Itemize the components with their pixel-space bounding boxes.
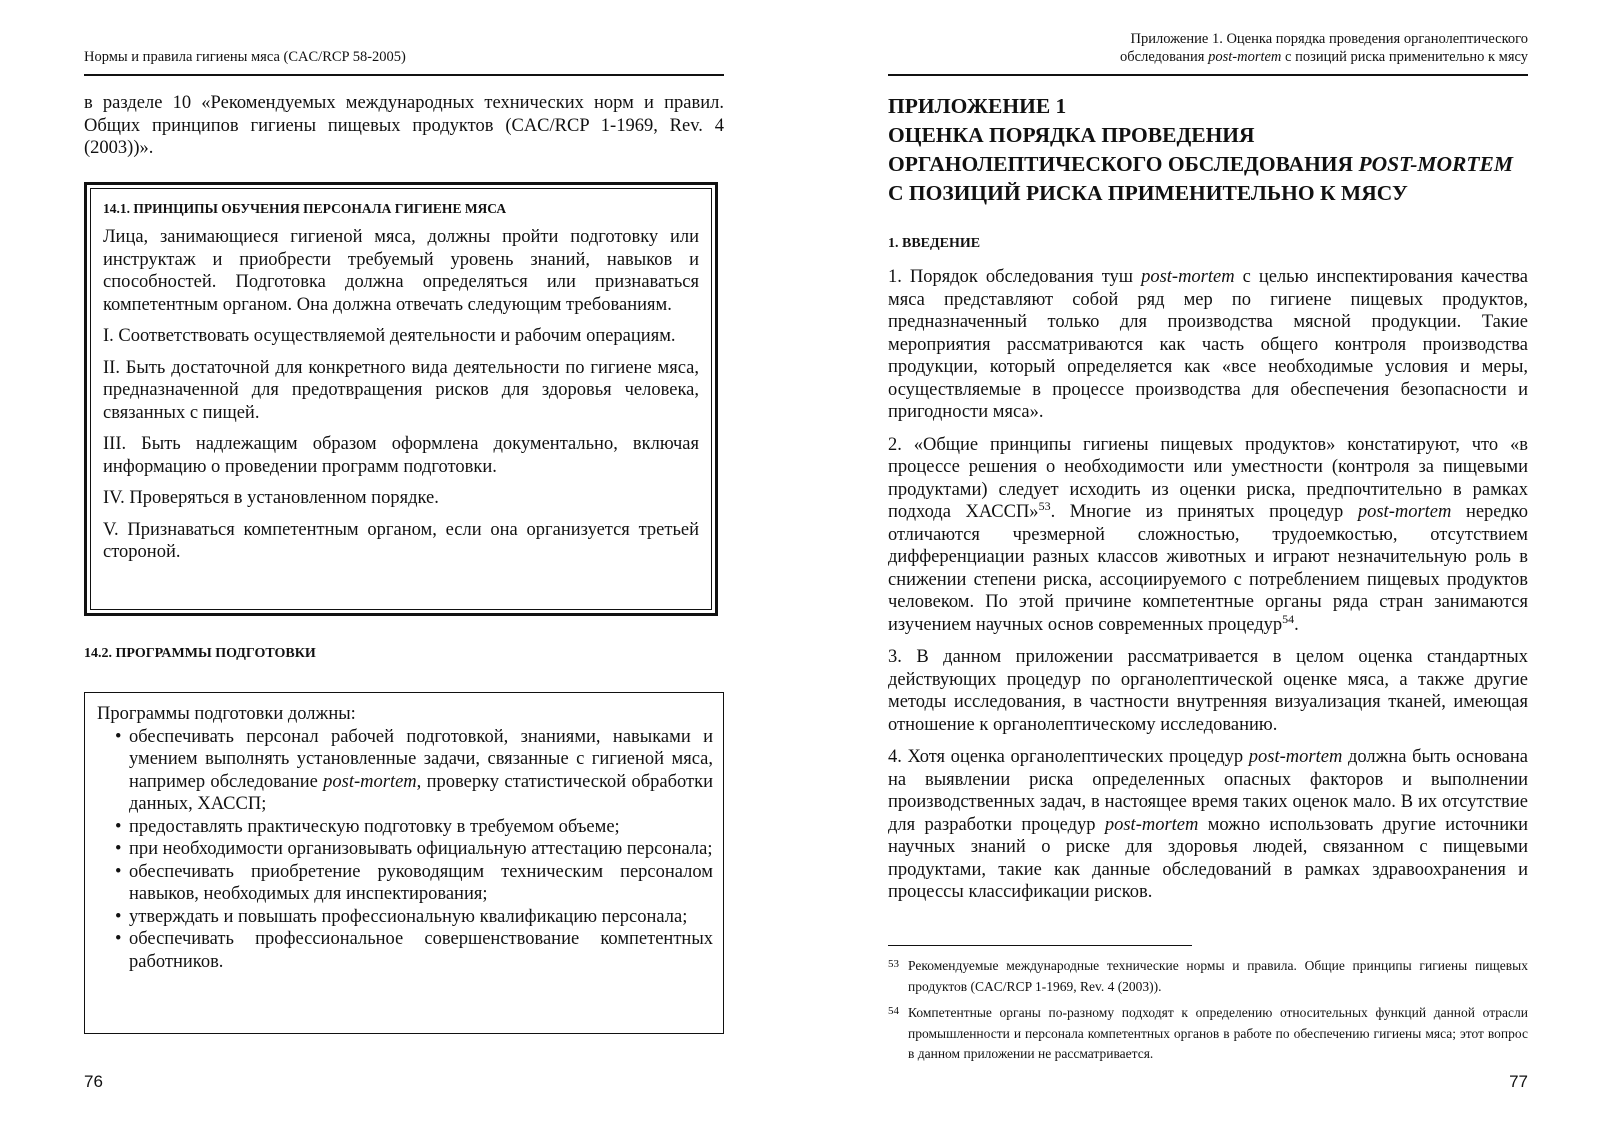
- introduction-body: [888, 266, 1528, 914]
- list-item: • предоставлять практическую подготовку в требуемом объеме;: [115, 816, 713, 839]
- header-rule-right: [888, 74, 1528, 76]
- paragraph: V. Признаваться компетентным органом, если она организуется третьей стороной.: [103, 519, 699, 562]
- paragraph: III. Быть надлежащим образом оформлена документально, включая информацию о проведении программ подготовки.: [103, 434, 699, 477]
- intro-paragraph-text: в разделе 10 «Рекомендуемых международных технических норм и правил. Общих принципов гигиены пищевых продуктов (CAC/RCP 1-1969, Rev. 4 (2003))».: [84, 93, 724, 158]
- paragraph: II. Быть достаточной для конкретного вида деятельности по гигиене мяса, предназначенной для предотвращения рисков для здоровья человека, связанных с пищей.: [103, 357, 699, 423]
- running-head-line-2: обследования post-mortem с позиций риска применительно к мясу: [1120, 49, 1528, 65]
- left-page: [84, 0, 724, 1132]
- paragraph: I. Соответствовать осуществляемой деятельности и рабочим операциям.: [103, 326, 676, 346]
- section-14-2-heading: 14.2. ПРОГРАММЫ ПОДГОТОВКИ: [84, 646, 316, 661]
- header-rule-left: [84, 74, 724, 76]
- section-14-1-box: [84, 182, 718, 616]
- list-item: • при необходимости организовывать официальную аттестацию персонала;: [115, 838, 713, 861]
- section-1-heading: 1. ВВЕДЕНИЕ: [888, 236, 981, 251]
- title-line: С ПОЗИЦИЙ РИСКА ПРИМЕНИТЕЛЬНО К МЯСУ: [888, 181, 1408, 205]
- page-number-left: 76: [84, 1072, 103, 1091]
- page-number-right: 77: [1509, 1072, 1528, 1091]
- footnote-53: [888, 956, 1528, 997]
- footnote-54: [888, 1003, 1528, 1065]
- paragraph-2: 2. «Общие принципы гигиены пищевых продуктов» констатируют, что «в процессе решения о необходимости или уместности (контроля за пищевыми продуктами) следует исходить из оценки риска, предпочтительно в рамках подхода ХАССП»$^{53}$. Многие из принятых процедур post-mortem нередко отличаются чрезмерной сложностью, трудоемкостью, отсутствием дифференциации разных классов животных и играют незначительную роль в снижении степени риска, ассоциируемого с потреблением пищевых продуктов человеком. По этой причине компетентные органы ряда стран занимаются изучением научных основ современных процедур$^{54}$.: [888, 434, 1528, 635]
- paragraph: IV. Проверяться в установленном порядке.: [103, 488, 439, 508]
- list-item: • обеспечивать персонал рабочей подготовкой, знаниями, навыками и умением выполнять установленные задачи, связанные с гигиеной мяса, например обследование post-mortem, проверку статистической обработки данных, ХАССП;: [115, 726, 713, 816]
- right-page: [888, 0, 1528, 1132]
- footnote-rule: [888, 945, 1192, 946]
- list-item: • утверждать и повышать профессиональную квалификацию персонала;: [115, 906, 713, 929]
- title-line: ОЦЕНКА ПОРЯДКА ПРОВЕДЕНИЯ: [888, 123, 1255, 147]
- footnote-ref-53[interactable]: 53: [1038, 498, 1051, 513]
- paragraph-3: 3. В данном приложении рассматривается в целом оценка стандартных действующих процедур по органолептической оценке мяса, а также другие методы исследования, в частности внутренняя визуализация тканей, имеющая отношение к органолептическому исследованию.: [888, 647, 1528, 735]
- footnote-number: 53: [888, 958, 899, 970]
- footnote-ref-54[interactable]: 54: [1282, 611, 1295, 626]
- section-14-1-inner: [90, 188, 712, 610]
- section-14-1-body: [103, 226, 699, 564]
- list-intro: Программы подготовки должны:: [97, 704, 356, 724]
- training-requirements-list: [97, 726, 713, 974]
- footnotes: [888, 956, 1528, 1071]
- list-item: • обеспечивать профессиональное совершенствование компетентных работников.: [115, 928, 713, 973]
- running-head-left: Нормы и правила гигиены мяса (CAC/RCP 58-2005): [84, 49, 406, 65]
- appendix-title: [888, 92, 1528, 208]
- running-head-right: [888, 30, 1528, 66]
- section-14-1-title: 14.1. ПРИНЦИПЫ ОБУЧЕНИЯ ПЕРСОНАЛА ГИГИЕНЕ МЯСА: [103, 201, 507, 216]
- title-line: ПРИЛОЖЕНИЕ 1: [888, 94, 1067, 118]
- title-line: ОРГАНОЛЕПТИЧЕСКОГО ОБСЛЕДОВАНИЯ POST-MORTEM: [888, 152, 1513, 176]
- paragraph-1: 1. Порядок обследования туш post-mortem с целью инспектирования качества мяса представляют собой ряд мер по гигиене пищевых продуктов, предназначенный только для производства мясной продукции. Такие мероприятия рассматриваются как часть общего контроля производства продукции, который определяется как «все необходимые условия и меры, осуществляемые в процессе производства для обеспечения безопасности и пригодности мяса».: [888, 267, 1528, 422]
- paragraph-4: 4. Хотя оценка органолептических процедур post-mortem должна быть основана на выявлении риска определенных опасных факторов и выполнении производственных задач, в настоящее время таких оценок мало. В их отсутствие для разработки процедур post-mortem можно использовать другие источники научных знаний о риске для здоровья людей, связанном с пищевыми продуктами, такие как данные обследований в рамках здравоохранения и процессы классификации рисков.: [888, 747, 1529, 902]
- running-head-line-1: Приложение 1. Оценка порядка проведения органолептического: [1130, 31, 1528, 47]
- footnote-text: Компетентные органы по-разному подходят к определению относительных функций данной отрасли промышленности и персонала компетентных органов в работе по обеспечению гигиены мяса; этот вопрос в данном приложении не рассматривается.: [908, 1005, 1528, 1061]
- footnote-text: Рекомендуемые международные технические нормы и правила. Общие принципы гигиены пищевых продуктов (CAC/RCP 1-1969, Rev. 4 (2003)).: [908, 958, 1528, 994]
- list-item: • обеспечивать приобретение руководящим техническим персоналом навыков, необходимых для инспектирования;: [115, 861, 713, 906]
- section-14-2-box: [84, 692, 724, 1034]
- intro-paragraph: [84, 92, 724, 169]
- paragraph: Лица, занимающиеся гигиеной мяса, должны пройти подготовку или инструктаж и приобрести требуемый уровень знаний, навыков и способностей. Подготовка должна определяться или признаваться компетентным органом. Она должна отвечать следующим требованиям.: [103, 227, 699, 315]
- footnote-number: 54: [888, 1005, 899, 1017]
